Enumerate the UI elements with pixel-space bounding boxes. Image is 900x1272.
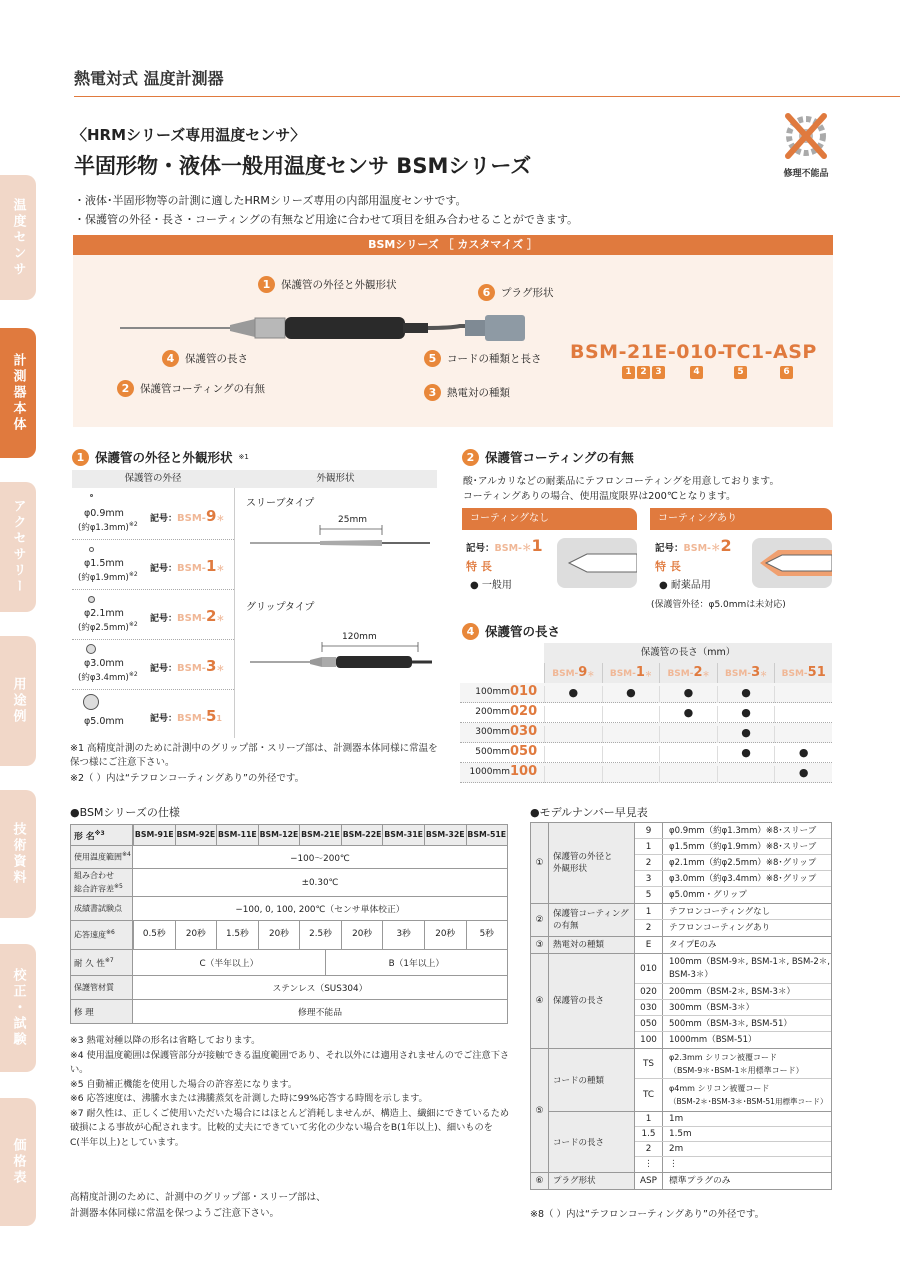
diameter-row: φ0.9mm (約φ1.3mm)$^{※2}$ 記号：BSM-9＊ <box>72 490 234 540</box>
spec-model: BSM-32E <box>424 825 466 845</box>
tab-temperature-sensor[interactable]: 温度センサ <box>0 175 36 300</box>
callout-2: 2 保護管コーティングの有無 <box>117 380 265 397</box>
non-repairable-label: 修理不能品 <box>783 169 829 179</box>
length-availability-dot: ● <box>717 706 775 723</box>
length-table <box>460 643 832 783</box>
length-availability-dot <box>717 766 775 783</box>
coating-use: ● 耐薬品用 <box>659 580 711 591</box>
spec-model: BSM-91E <box>133 825 175 845</box>
section-1-note-1: ※1 高精度計測のために計測中のグリップ部・スリーブ部は、計測器本体同様に常温を保つ様にご注意下さい。 <box>70 743 438 768</box>
length-availability-dot: ● <box>544 686 602 703</box>
length-availability-dot <box>774 686 832 703</box>
callout-1: 1 保護管の外径と外観形状 <box>258 276 397 293</box>
length-availability-dot <box>774 706 832 723</box>
length-col-head: BSM-1＊ <box>602 663 660 683</box>
spec-response: 20秒 <box>175 921 217 949</box>
spec-response: 0.5秒 <box>133 921 175 949</box>
lookup-group: ③ 熱電対の種類 E タイプEのみ <box>531 937 831 954</box>
diameter-row: φ1.5mm (約φ1.9mm)$^{※2}$ 記号：BSM-1＊ <box>72 540 234 590</box>
spec-table: 形 名$^{※3}$ BSM-91E BSM-92E BSM-11E BSM-12E BSM-21E BSM-22E BSM-31E BSM-32E BSM-51E 使用温度範囲$^{※4}$ −100〜200℃ 組み合わせ 総合許容差$^{※5}$ ±0.30℃ 成績書試験点 −100, 0, 100, 200℃（センサ単体校正） 応答速度$^{※6}$ 0.5秒 20秒 1.5秒 20秒 2.5秒 20秒 3秒 20秒 5秒 耐 久 性$^{※7}$ C（半年以上） B（1年以上） 保護管材質 ステンレス（SUS304） 修 理 修理不能品 <box>70 824 508 1024</box>
spec-tolerance: ±0.30℃ <box>133 869 508 897</box>
lookup-group: ② 保護管コーティング の有無 1 テフロンコーティングなし 2 テフロンコーティングあり <box>531 904 831 937</box>
length-availability-dot: ● <box>774 746 832 763</box>
lookup-group: ④ 保護管の長さ 010 100mm（BSM-9＊, BSM-1＊, BSM-2＊, BSM-3＊） 020 200mm（BSM-2＊, BSM-3＊） 030 300mm（BSM-3＊） 050 500mm（BSM-3＊, BSM-51） 100 1000mm（BSM-51） <box>531 954 831 1049</box>
section-2-desc-2: コーティングありの場合、使用温度限界は200℃となります。 <box>463 491 736 502</box>
lookup-row: 1 φ1.5mm（約φ1.9mm）※8･スリーブ <box>635 839 831 855</box>
length-availability-dot <box>602 726 660 743</box>
length-availability-dot <box>544 726 602 743</box>
lookup-row: 010 100mm（BSM-9＊, BSM-1＊, BSM-2＊, BSM-3＊） <box>635 954 831 984</box>
length-availability-dot: ● <box>659 686 717 703</box>
section-2-title: 2 保護管コーティングの有無 <box>462 448 634 466</box>
tab-technical-data[interactable]: 技術資料 <box>0 790 36 918</box>
length-table-head: 保護管の長さ（mm） <box>544 643 832 663</box>
model-code-numbers: 1 2 3 4 5 6 <box>622 366 802 382</box>
spec-response: 1.5秒 <box>216 921 258 949</box>
length-availability-dot <box>774 726 832 743</box>
header-rule <box>74 96 900 97</box>
lookup-note: ※8（ ）内は“テフロンコーティングあり”の外径です。 <box>530 1209 765 1220</box>
gear-icon <box>774 108 838 164</box>
spec-response: 2.5秒 <box>299 921 341 949</box>
tab-accessories[interactable]: アクセサリー <box>0 482 36 612</box>
spec-model: BSM-12E <box>258 825 300 845</box>
tab-calibration[interactable]: 校正・試験 <box>0 944 36 1072</box>
non-repairable-badge <box>768 108 844 180</box>
length-row: 100mm 010 ● ● ● ● <box>460 683 832 703</box>
lookup-row: 1 テフロンコーティングなし <box>635 904 831 920</box>
lookup-row: 9 φ0.9mm（約φ1.3mm）※8･スリーブ <box>635 823 831 839</box>
callout-4: 4 保護管の長さ <box>162 350 248 367</box>
length-availability-dot <box>602 746 660 763</box>
lookup-row: 5 φ5.0mm・グリップ <box>635 887 831 903</box>
length-availability-dot: ● <box>717 686 775 703</box>
spec-model: BSM-21E <box>299 825 341 845</box>
coating-note: (保護管外径：φ5.0mmは未対応) <box>651 600 786 610</box>
spec-model: BSM-51E <box>466 825 508 845</box>
lookup-row: 030 300mm（BSM-3＊） <box>635 1000 831 1016</box>
page-category: 熱電対式 温度計測器 <box>74 69 224 88</box>
tab-use-cases[interactable]: 用途例 <box>0 636 36 766</box>
lookup-row: 1 1m <box>635 1112 831 1127</box>
col-diameter: 保護管の外径 <box>124 473 182 484</box>
coating-code: 記号：BSM-＊2 <box>655 536 732 555</box>
length-col-head: BSM-51 <box>774 663 832 683</box>
spec-notes: ※3 熱電対種以降の形名は省略しております。 ※4 使用温度範囲は保護管部分が接触できる温度範囲であり、それ以外には適用されませんのでご注意下さい。 ※5 自動補正機能を使用した場合の許容差になります。 ※6 応答速度は、沸騰水または沸騰蒸気を計測した時に99%応答する時間を示します。 ※7 耐久性は、正しくご使用いただいた場合にはほとんど消耗しませんが、構造上、繊細にできているため破損による事故が心配されます。比較的丈夫にできていて劣化の少ない場合をB(1年以上)、細いものをC(半年以上)としています。 <box>70 1035 510 1148</box>
lookup-group: ① 保護管の外径と 外観形状 9 φ0.9mm（約φ1.3mm）※8･スリーブ 1 φ1.5mm（約φ1.9mm）※8･スリーブ 2 φ2.1mm（約φ2.5mm）※8･グリップ 3 φ3.0mm（約φ3.4mm）※8･グリップ 5 φ5.0mm・グリップ <box>531 823 831 904</box>
length-col-head: BSM-2＊ <box>659 663 717 683</box>
spec-model: BSM-22E <box>341 825 383 845</box>
length-availability-dot: ● <box>659 706 717 723</box>
section-1-note-2: ※2（ ）内は“テフロンコーティングあり”の外径です。 <box>70 773 305 784</box>
tab-price-list[interactable]: 価格表 <box>0 1098 36 1226</box>
model-code: BSM-21E-010-TC1-ASP <box>570 341 817 363</box>
lookup-row: 2 φ2.1mm（約φ2.5mm）※8･グリップ <box>635 855 831 871</box>
coating-tip-illustration <box>752 538 832 588</box>
spec-durability-b: B（1年以上） <box>325 950 507 976</box>
no-coating-use: ● 一般用 <box>470 580 512 591</box>
tab-instrument-body[interactable]: 計測器本体 <box>0 328 36 458</box>
spec-calibration: −100, 0, 100, 200℃（センサ単体校正） <box>133 897 508 921</box>
col-shape: 外観形状 <box>316 473 355 484</box>
lookup-row: 100 1000mm（BSM-51） <box>635 1032 831 1048</box>
lookup-row: 2 2m <box>635 1142 831 1157</box>
callout-3: 3 熱電対の種類 <box>424 384 510 401</box>
callout-5: 5 コードの種類と長さ <box>424 350 542 367</box>
coating-head: コーティングあり <box>650 508 832 530</box>
grip-type-label: グリップタイプ <box>246 602 315 613</box>
intro-line-1: ・液体･半固形物等の計測に適したHRMシリーズ専用の内部用温度センサです。 <box>74 194 467 207</box>
lookup-row: ⋮ ⋮ <box>635 1157 831 1172</box>
lookup-group-cord: ⑤ コードの種類 TS φ2.3mm シリコン被覆コード （BSM-9＊･BSM-1＊用標準コード） TC φ4mm シリコン被覆コード （BSM-2＊･BSM-3＊･BSM-51用標準コード） コードの長さ 1 1m 1.5 1.5m 2 2m ⋮ ⋮ <box>531 1049 831 1173</box>
length-availability-dot <box>659 766 717 783</box>
section-2-desc-1: 酸･アルカリなどの耐薬品にテフロンコーティングを用意しております。 <box>463 476 780 487</box>
length-row: 1000mm 100 ● <box>460 763 832 783</box>
spec-model: BSM-92E <box>175 825 217 845</box>
spec-response: 20秒 <box>258 921 300 949</box>
lookup-row: 050 500mm（BSM-3＊, BSM-51） <box>635 1016 831 1032</box>
diameter-row: φ5.0mm 記号：BSM-51 <box>72 690 234 738</box>
sleeve-illustration <box>250 525 440 555</box>
length-availability-dot: ● <box>602 686 660 703</box>
section-1-title: 1 保護管の外径と外観形状 ※1 <box>72 448 249 466</box>
callout-6: 6 プラグ形状 <box>478 284 554 301</box>
lookup-group-plug: ⑥ プラグ形状 ASP 標準プラグのみ <box>531 1173 831 1189</box>
spec-model-head: 形 名$^{※3}$ <box>71 825 133 846</box>
lookup-row: 1.5 1.5m <box>635 1127 831 1142</box>
spec-model: BSM-31E <box>382 825 424 845</box>
no-coating-head: コーティングなし <box>462 508 637 530</box>
grip-illustration <box>250 640 440 680</box>
length-col-head: BSM-3＊ <box>717 663 775 683</box>
length-availability-dot <box>544 766 602 783</box>
length-availability-dot <box>602 706 660 723</box>
spec-response: 3秒 <box>382 921 424 949</box>
length-col-head: BSM-9＊ <box>544 663 602 683</box>
length-availability-dot <box>544 746 602 763</box>
length-availability-dot: ● <box>717 726 775 743</box>
product-subtitle: 〈HRMシリーズ専用温度センサ〉 <box>72 126 306 144</box>
length-availability-dot: ● <box>717 746 775 763</box>
intro-line-2: ・保護管の外径・長さ・コーティングの有無など用途に合わせて項目を組み合わせることができます。 <box>74 213 579 226</box>
lookup-row: 2 テフロンコーティングあり <box>635 920 831 936</box>
spec-repair: 修理不能品 <box>133 1000 508 1024</box>
no-coating-tip-illustration <box>557 538 637 588</box>
coating-feature: 特 長 <box>655 560 681 573</box>
sleeve-dimension: 25mm <box>338 515 367 525</box>
no-coating-code: 記号：BSM-＊1 <box>466 536 543 555</box>
customize-banner: BSMシリーズ ［ カスタマイズ ］ <box>73 235 833 255</box>
length-availability-dot <box>659 726 717 743</box>
length-availability-dot <box>602 766 660 783</box>
spec-response: 5秒 <box>466 921 508 949</box>
lookup-row: 3 φ3.0mm（約φ3.4mm）※8･グリップ <box>635 871 831 887</box>
spec-model: BSM-11E <box>216 825 258 845</box>
spec-material: ステンレス（SUS304） <box>133 976 508 1000</box>
no-coating-feature: 特 長 <box>466 560 492 573</box>
diameter-row: φ3.0mm (約φ3.4mm)$^{※2}$ 記号：BSM-3＊ <box>72 640 234 690</box>
spec-footer: 高精度計測のために、計測中のグリップ部・スリーブ部は、 計測器本体同様に常温を保つようご注意下さい。 <box>70 1192 326 1219</box>
length-row: 300mm 030 ● <box>460 723 832 743</box>
length-availability-dot: ● <box>774 766 832 783</box>
lookup-row: 020 200mm（BSM-2＊, BSM-3＊） <box>635 984 831 1000</box>
spec-title: ●BSMシリーズの仕様 <box>70 806 180 819</box>
product-title: 半固形物・液体一般用温度センサ BSMシリーズ <box>74 154 532 178</box>
spec-response: 20秒 <box>424 921 466 949</box>
lookup-title: ●モデルナンバー早見表 <box>530 806 648 819</box>
length-row: 500mm 050 ● ● <box>460 743 832 763</box>
lookup-row: E タイプEのみ <box>635 937 831 953</box>
grip-dimension: 120mm <box>342 632 377 642</box>
length-row: 200mm 020 ● ● <box>460 703 832 723</box>
length-availability-dot <box>544 706 602 723</box>
section-4-title: 4 保護管の長さ <box>462 622 560 640</box>
spec-response: 20秒 <box>341 921 383 949</box>
length-availability-dot <box>659 746 717 763</box>
sleeve-type-label: スリーブタイプ <box>246 498 315 509</box>
diameter-row: φ2.1mm (約φ2.5mm)$^{※2}$ 記号：BSM-2＊ <box>72 590 234 640</box>
spec-range: −100〜200℃ <box>133 846 508 869</box>
spec-durability-c: C（半年以上） <box>133 950 326 976</box>
lookup-table <box>530 822 832 1190</box>
